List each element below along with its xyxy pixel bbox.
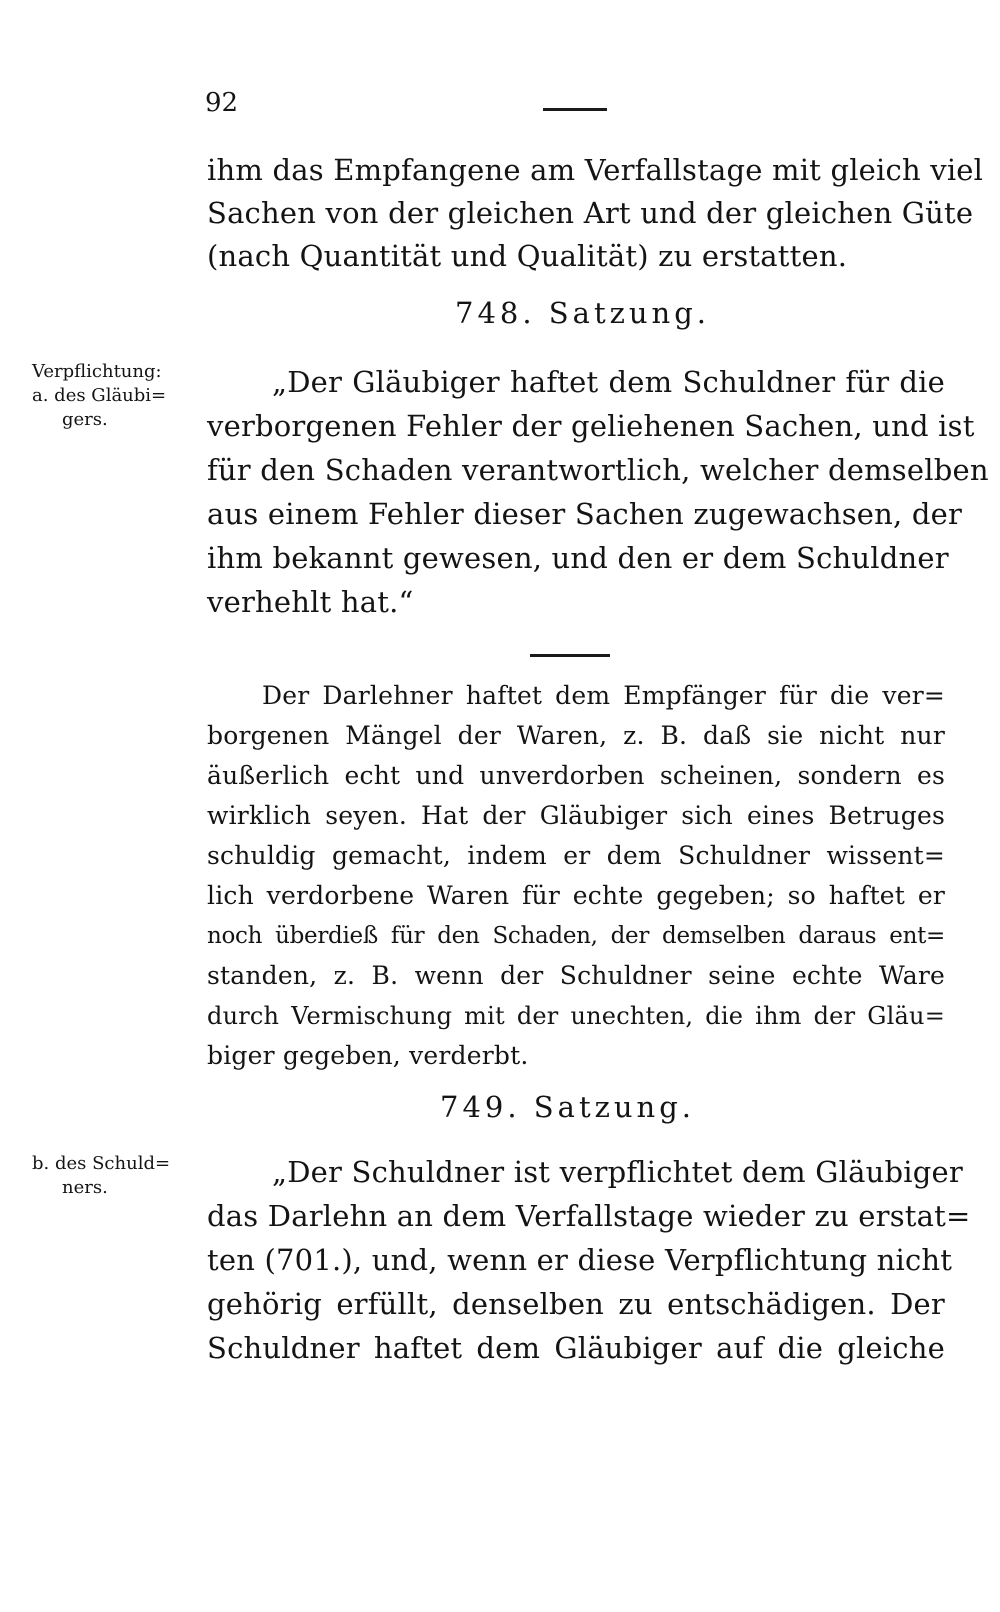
- section-heading-748: 748. Satzung.: [455, 296, 711, 330]
- section-divider: [530, 654, 610, 657]
- margin-note-line: gers.: [62, 409, 108, 430]
- commentary-line: wirklich seyen. Hat der Gläubiger sich eines Betruges: [207, 801, 945, 830]
- margin-note-line: a. des Gläubi=: [32, 385, 167, 406]
- margin-note-line: Verpflichtung:: [32, 361, 162, 382]
- commentary-line: schuldig gemacht, indem er dem Schuldner wissent=: [207, 841, 945, 870]
- satzung-line: ihm bekannt gewesen, und den er dem Schuldner: [207, 541, 949, 575]
- intro-line: Sachen von der gleichen Art und der gleichen Güte: [207, 196, 974, 230]
- satzung-line: „Der Schuldner ist verpflichtet dem Gläubiger: [272, 1155, 963, 1189]
- satzung-line: gehörig erfüllt, denselben zu entschädigen. Der: [207, 1287, 945, 1321]
- section-heading-749: 749. Satzung.: [440, 1090, 696, 1124]
- page-number: 92: [205, 88, 239, 118]
- intro-line: (nach Quantität und Qualität) zu erstatten.: [207, 239, 848, 273]
- satzung-line: Schuldner haftet dem Gläubiger auf die gleiche: [207, 1331, 945, 1365]
- commentary-line: standen, z. B. wenn der Schuldner seine echte Ware: [207, 961, 945, 990]
- satzung-line: ten (701.), und, wenn er diese Verpflichtung nicht: [207, 1243, 953, 1277]
- satzung-line: verborgenen Fehler der geliehenen Sachen, und ist: [207, 409, 975, 443]
- satzung-line: „Der Gläubiger haftet dem Schuldner für die: [272, 365, 945, 399]
- commentary-line: äußerlich echt und unverdorben scheinen, sondern es: [207, 761, 945, 790]
- commentary-line: Der Darlehner haftet dem Empfänger für die ver=: [262, 681, 945, 710]
- commentary-line: noch überdieß für den Schaden, der demselben daraus ent=: [207, 923, 945, 949]
- satzung-line: das Darlehn an dem Verfallstage wieder zu erstat=: [207, 1199, 971, 1233]
- satzung-line: für den Schaden verantwortlich, welcher demselben: [207, 453, 989, 487]
- satzung-line: verhehlt hat.“: [207, 585, 414, 619]
- header-rule: [543, 108, 607, 111]
- margin-note-line: ners.: [62, 1177, 108, 1198]
- margin-note-line: b. des Schuld=: [32, 1153, 171, 1174]
- commentary-line: biger gegeben, verderbt.: [207, 1041, 529, 1070]
- commentary-line: durch Vermischung mit der unechten, die ihm der Gläu=: [207, 1002, 945, 1030]
- intro-line: ihm das Empfangene am Verfallstage mit gleich viel: [207, 153, 984, 187]
- commentary-line: borgenen Mängel der Waren, z. B. daß sie nicht nur: [207, 721, 945, 750]
- satzung-line: aus einem Fehler dieser Sachen zugewachsen, der: [207, 497, 963, 531]
- commentary-line: lich verdorbene Waren für echte gegeben; so haftet er: [207, 881, 945, 910]
